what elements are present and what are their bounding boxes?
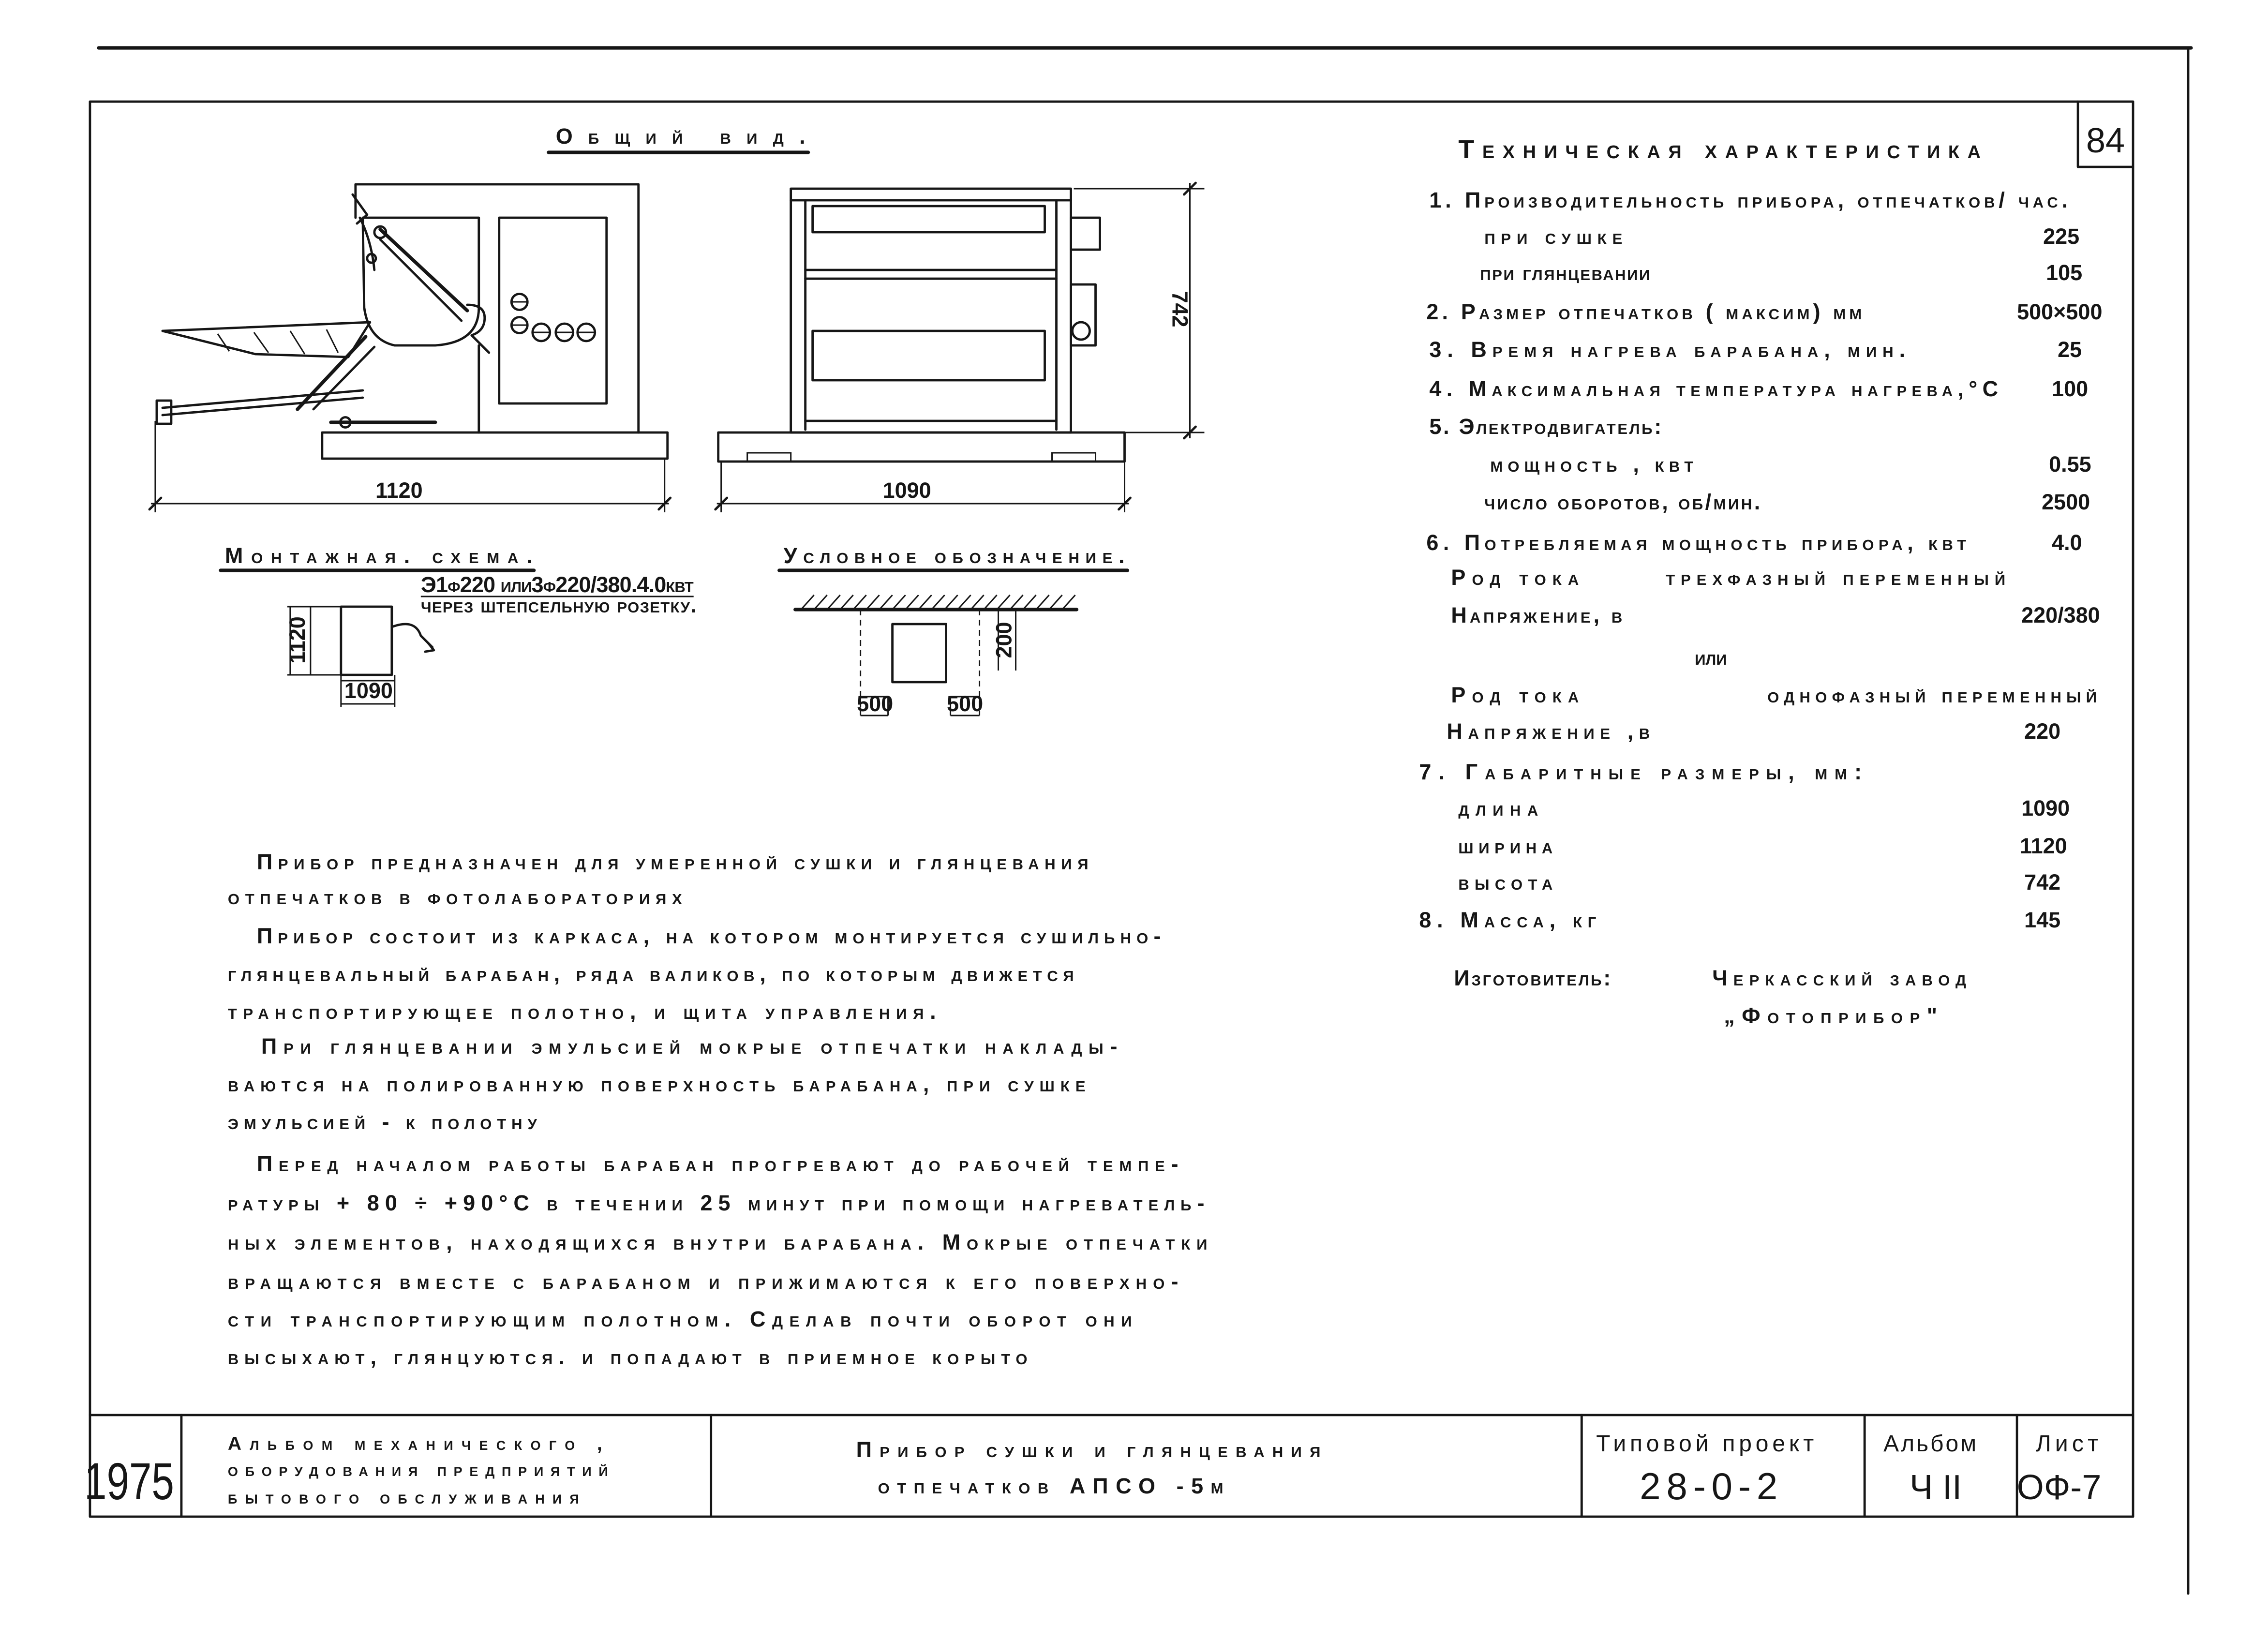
spec-value: 742	[2024, 869, 2061, 895]
spec-label: 7. Габаритные размеры, мм:	[1419, 759, 1862, 785]
manufacturer-brand: „Фотоприбор"	[1724, 1003, 1938, 1029]
left-gap-value: 500	[857, 691, 894, 716]
lever-arm	[380, 229, 467, 311]
spec-label: Род тока	[1451, 682, 1579, 708]
receiving-trough	[163, 322, 370, 357]
spec-value: 225	[2043, 224, 2080, 249]
right-gap-value: 500	[947, 691, 984, 716]
spec-label: высота	[1458, 869, 1553, 895]
spec-label: 4. Максимальная температура нагрева,°С	[1429, 376, 1999, 402]
general-view-title: Общий вид.	[555, 123, 806, 149]
spec-label: Напряжение ,в	[1447, 718, 1650, 744]
project-number: 28-0-2	[1640, 1464, 1778, 1508]
album-number: Ч II	[1910, 1468, 1962, 1507]
album-title-line: бытового обслуживания	[227, 1487, 579, 1508]
base-feet	[747, 453, 1096, 462]
symbol-title: Условное обозначение.	[783, 543, 1125, 568]
description-line: Перед началом работы барабан прогревают до рабочей темпе-	[256, 1151, 1179, 1177]
side-frame	[791, 189, 1071, 432]
spec-label: 8. Масса, кг	[1419, 907, 1597, 933]
sheet-label: Лист	[2036, 1431, 2099, 1457]
rod-foot	[157, 401, 171, 424]
mounting-scheme-drawing	[285, 607, 434, 707]
spec-value: 4.0	[2052, 530, 2082, 555]
spec-label: Напряжение, в	[1451, 602, 1623, 628]
lever-arm-rod	[380, 239, 462, 321]
spec-value: 500×500	[2017, 299, 2103, 325]
spec-value: однофазный переменный	[1767, 682, 2097, 708]
height-dimension	[1074, 183, 1205, 438]
power-supply-note: Э1ф220 или3ф220/380.4.0квт	[420, 572, 694, 597]
spec-value: 1120	[2020, 833, 2067, 859]
album-label: Альбом	[1883, 1431, 1977, 1457]
spec-label: 1. Производительность прибора, отпечатков/ час.	[1429, 187, 2068, 213]
spec-label: число оборотов, об/мин.	[1484, 489, 1761, 515]
spec-value: 220/380	[2021, 602, 2100, 628]
description-line: глянцевальный барабан, ряда валиков, по которым движется	[227, 961, 1074, 986]
spec-label: длина	[1458, 795, 1538, 821]
spec-label: 6. Потребляемая мощность прибора, квт	[1426, 530, 1967, 555]
front-view-drawing	[157, 184, 668, 459]
sheet-number: 84	[2086, 121, 2125, 161]
spec-label: ширина	[1458, 833, 1553, 859]
description-line: При глянцевании эмульсией мокрые отпечатки наклады-	[261, 1033, 1118, 1059]
side-motor-cover	[1071, 218, 1100, 250]
description-line: отпечатков в фотолабораториях	[227, 884, 682, 909]
symbol-drawing	[795, 595, 1077, 716]
year: 1975	[84, 1451, 174, 1511]
sheet-number-box	[2078, 102, 2133, 167]
device-footprint	[341, 607, 392, 675]
sheet-code: ОФ-7	[2016, 1468, 2102, 1507]
height-value: 742	[1167, 291, 1193, 328]
device-symbol-box	[893, 624, 946, 682]
side-width-value: 1090	[882, 477, 931, 503]
spec-value: 1090	[2021, 795, 2070, 821]
spec-value: трехфазный переменный	[1666, 565, 2006, 590]
spec-value: 0.55	[2049, 451, 2091, 477]
drum-roller	[813, 206, 1045, 232]
drawing-title-line: Прибор сушки и глянцевания	[856, 1437, 1321, 1462]
spec-label: при глянцевании	[1480, 260, 1650, 285]
description-line: ваются на полированную поверхность барабана, при сушке	[227, 1071, 1086, 1097]
description-line: транспортирующее полотно, и щита управления.	[227, 999, 936, 1024]
album-title-line: Альбом механического ,	[227, 1433, 602, 1455]
description-line: ратуры + 80 ÷ +90°С в течении 25 минут при помощи нагреватель-	[227, 1190, 1205, 1216]
technical-specs	[1419, 135, 2102, 1028]
manufacturer-label: Изготовитель:	[1454, 965, 1611, 991]
spec-label: мощность , квт	[1490, 451, 1694, 477]
lower-roller-section	[813, 331, 1045, 380]
trough-hatching	[218, 329, 338, 354]
control-knobs	[511, 294, 595, 342]
description-line: высыхают, глянцуются. и попадают в приемное корыто	[227, 1344, 1028, 1370]
plug-icon	[425, 643, 434, 652]
front-base	[322, 432, 668, 459]
spec-label: 2. Размер отпечатков ( максим) мм	[1426, 299, 1862, 325]
spec-value: 220	[2024, 718, 2061, 744]
front-width-dimension	[149, 421, 671, 512]
mounting-height-value: 1120	[284, 616, 310, 664]
project-label: Типовой проект	[1596, 1431, 1814, 1457]
drawing-title-line: отпечатков АПСО -5м	[878, 1473, 1224, 1499]
spec-value: 145	[2024, 907, 2061, 933]
front-width-value: 1120	[375, 477, 423, 503]
description-line: эмульсией - к полотну	[227, 1109, 537, 1134]
side-base	[718, 432, 1125, 462]
spec-label: или	[1695, 644, 1727, 670]
spec-label: 5. Электродвигатель:	[1429, 414, 1662, 439]
album-title-line: оборудования предприятий	[227, 1459, 608, 1481]
description-line: Прибор предназначен для умеренной сушки и глянцевания	[256, 849, 1089, 875]
mounting-width-value: 1090	[344, 678, 393, 703]
side-width-dimension	[716, 462, 1131, 512]
spec-label: Род тока	[1451, 565, 1579, 590]
description-line: Прибор состоит из каркаса, на котором монтируется сушильно-	[256, 923, 1161, 949]
specs-title: Техническая характеристика	[1458, 134, 1981, 164]
spec-value: 105	[2046, 260, 2083, 285]
cabinet-outline	[356, 184, 639, 432]
spec-label: при сушке	[1484, 224, 1623, 249]
title-block	[84, 1415, 2133, 1517]
description-line: ных элементов, находящихся внутри барабана. Мокрые отпечатки	[227, 1229, 1208, 1255]
description-line: сти транспортирующим полотном. Сделав почти оборот они	[227, 1306, 1132, 1332]
control-panel	[499, 218, 607, 403]
description-text	[228, 850, 1208, 1369]
drive-pulley	[1073, 322, 1090, 340]
description-line: вращаются вместе с барабаном и прижимаются к его поверхно-	[227, 1268, 1179, 1294]
power-cable	[392, 624, 433, 647]
socket-note: через штепсельную розетку.	[420, 592, 697, 618]
mounting-scheme-title: Монтажная. схема.	[224, 543, 533, 568]
manufacturer-name: Черкасский завод	[1712, 965, 1967, 991]
spec-value: 25	[2058, 337, 2082, 362]
spec-label: 3. Время нагрева барабана, мин.	[1429, 337, 1906, 362]
wall-hatching	[801, 595, 1075, 610]
side-view-drawing	[718, 189, 1125, 462]
wall-clearance-value: 200	[991, 622, 1016, 658]
spec-value: 2500	[2042, 489, 2090, 515]
spec-value: 100	[2052, 376, 2089, 402]
